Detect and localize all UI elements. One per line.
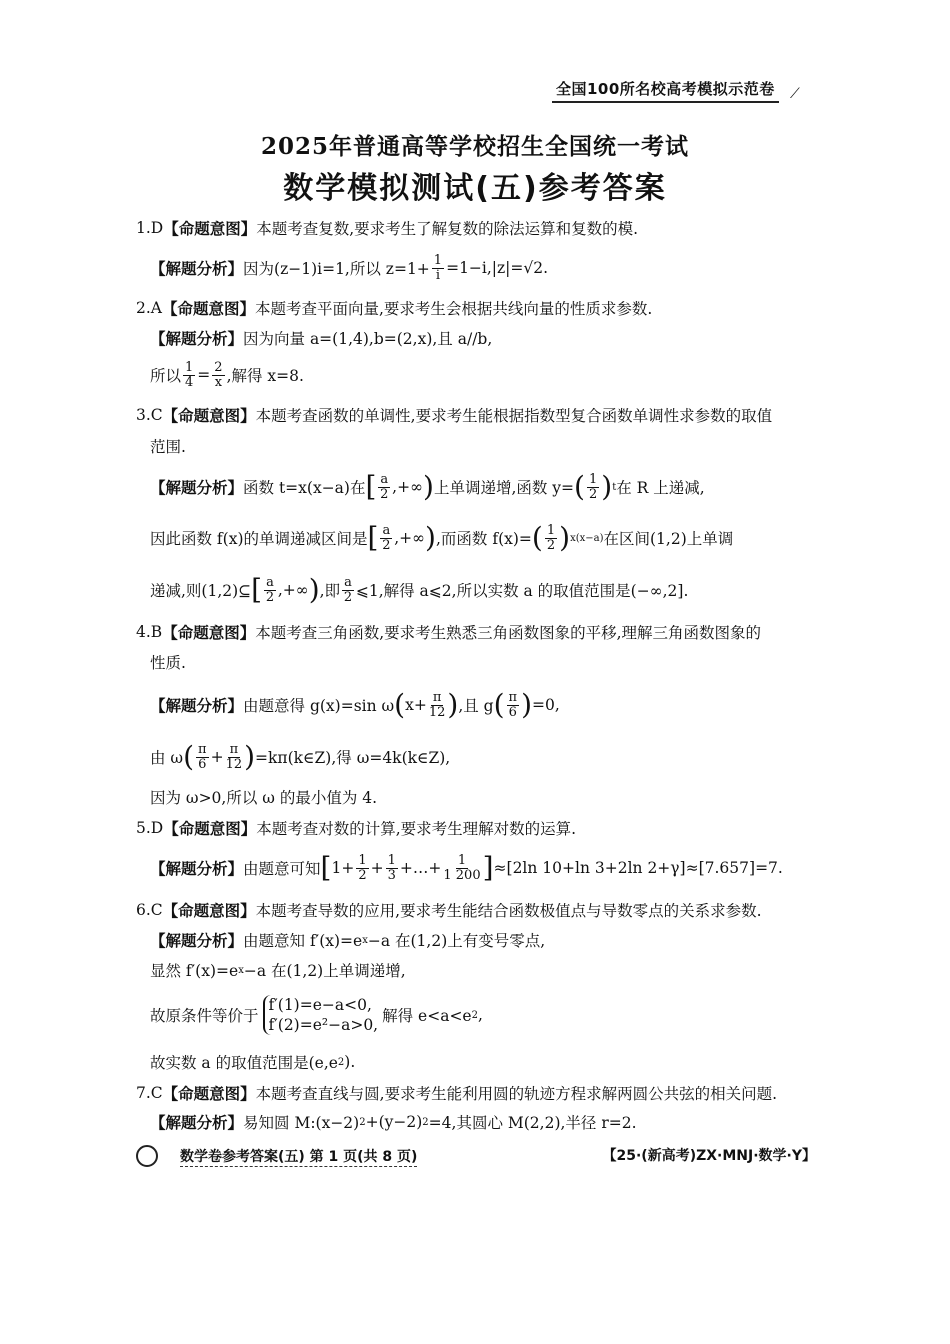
bracket: ( [394, 688, 406, 721]
text-segment: 6.C [136, 901, 163, 919]
denominator: i [435, 267, 441, 283]
fraction [386, 854, 398, 883]
text-segment: 本题考查函数的单调性,要求考生能根据指数型复合函数单调性求参数的取值 [255, 407, 773, 425]
numerator: 1 [358, 852, 367, 868]
text-segment: =kπ(k∈Z),得 ω=4k(k∈Z), [255, 749, 451, 767]
numerator: π [508, 689, 518, 705]
superscript: 2 [359, 1116, 366, 1128]
denominator: 2 [546, 537, 556, 553]
answer-line [150, 850, 783, 886]
text-segment: ,+∞ [277, 581, 309, 599]
answer-line [150, 687, 560, 723]
bracket: ) [308, 573, 320, 606]
section-label: 【解题分析】 [150, 479, 244, 497]
text-segment: −a 在(1,2)上单调递增, [243, 962, 406, 980]
superscript: x(x−a) [570, 532, 604, 544]
numerator: a [382, 522, 391, 538]
section-label: 【命题意图】 [162, 1085, 256, 1103]
superscript: 2 [337, 1056, 345, 1068]
text-segment: 由 ω [150, 749, 184, 767]
text-segment: 因此函数 f(x)的单调递减区间是 [150, 530, 368, 548]
text-segment: ,+∞ [392, 478, 423, 496]
numerator: a [380, 471, 389, 487]
fraction [183, 361, 195, 390]
text-segment: 4.B [136, 623, 163, 641]
answer-line [150, 1104, 637, 1140]
numerator: π [229, 741, 239, 757]
bracket: [ [320, 851, 332, 884]
numerator: π [432, 689, 442, 705]
text-segment: ,即 [319, 582, 341, 600]
text-segment: ). [344, 1053, 356, 1071]
superscript: t [612, 481, 617, 493]
denominator: 6 [198, 756, 207, 772]
text-segment: 在 R 上递减, [616, 479, 705, 497]
numerator: 1 [457, 852, 467, 868]
text-segment: 函数 t=x(x−a)在 [243, 479, 366, 497]
text-segment: 本题考查对数的计算,要求考生理解对数的运算. [256, 820, 577, 838]
answer-line [136, 810, 576, 846]
text-segment: 因为(z−1)i=1,所以 z=1+ [243, 260, 430, 278]
text-segment: 本题考查平面向量,要求考生会根据共线向量的性质求参数. [255, 300, 653, 318]
answer-line [150, 952, 406, 988]
section-label: 【命题意图】 [162, 407, 256, 425]
fraction [545, 524, 557, 553]
superscript: 2 [471, 1009, 478, 1021]
text-segment: 5.D [136, 819, 164, 837]
section-label: 【命题意图】 [163, 220, 257, 238]
section-label: 【命题意图】 [163, 820, 257, 838]
text-segment: 本题考查导数的应用,要求考生能结合函数极值点与导数零点的关系求参数. [255, 902, 762, 920]
section-label: 【解题分析】 [150, 330, 244, 348]
bracket: ) [559, 521, 571, 554]
denominator: 12 [428, 704, 446, 720]
text-segment: ⩽1,解得 a⩽2,所以实数 a 的取值范围是(−∞,2]. [355, 582, 689, 600]
text-segment: =4,其圆心 M(2,2),半径 r=2. [428, 1114, 637, 1132]
denominator: 2 [343, 589, 353, 605]
bracket: ) [244, 740, 256, 773]
answer-line [150, 320, 492, 356]
text-segment: 由题意得 g(x)=sin ω [243, 697, 395, 715]
bracket: ] [482, 851, 494, 884]
exam-title: 2025年普通高等学校招生全国统一考试 [260, 133, 689, 160]
text-segment: ,而函数 f(x)= [435, 530, 532, 548]
superscript: x [362, 934, 368, 946]
text-segment: 因为向量 a=(1,4),b=(2,x),且 a//b, [243, 330, 493, 348]
text-segment: 递减,则(1,2)⊆ [150, 582, 252, 600]
section-label: 【解题分析】 [150, 1114, 244, 1132]
text-segment: 在区间(1,2)上单调 [603, 530, 734, 548]
footer-page-info: 数学卷参考答案(五) 第 1 页(共 8 页) [180, 1146, 417, 1167]
section-label: 【解题分析】 [150, 932, 244, 950]
text-segment: ,+∞ [394, 529, 426, 547]
numerator: 1 [387, 852, 396, 868]
bracket: [ [365, 470, 377, 503]
answer-line [150, 520, 733, 556]
bracket: ( [183, 740, 195, 773]
text-segment: 1.D [136, 219, 164, 237]
bracket: ) [521, 688, 533, 721]
superscript: 2 [422, 1116, 429, 1128]
fraction [378, 473, 390, 502]
fraction [264, 576, 276, 605]
answer-key-title: 数学模拟测试(五)参考答案 [283, 171, 667, 206]
series-tag: 全国100所名校高考模拟示范卷 [552, 78, 779, 103]
answer-line [150, 357, 304, 393]
text-segment: , [477, 1006, 483, 1024]
numerator: 1 [588, 471, 598, 487]
text-segment: 性质. [150, 654, 186, 672]
text-segment: 解得 e<a<e [382, 1007, 472, 1025]
answer-line [150, 997, 483, 1033]
denominator: 2 [382, 537, 391, 553]
bracket: ) [425, 521, 436, 554]
fraction [587, 473, 599, 502]
fraction [443, 854, 480, 883]
fraction [507, 691, 520, 720]
text-segment: + [210, 748, 224, 766]
section-label: 【解题分析】 [150, 860, 244, 878]
numerator: 1 [185, 359, 194, 375]
text-segment: 由题意可知 [243, 860, 321, 878]
bracket: [ [367, 521, 379, 554]
text-segment: x+ [405, 696, 427, 714]
denominator: 3 [387, 867, 396, 883]
system-row: f′(2)=e²−a>0, [268, 1016, 379, 1034]
denominator: 2 [380, 486, 389, 502]
logo-icon [136, 1145, 158, 1167]
bracket: ( [493, 688, 505, 721]
text-segment: 1+ [331, 859, 355, 877]
bracket: ) [601, 470, 613, 503]
text-segment: 本题考查复数,要求考生了解复数的除法运算和复数的模. [256, 220, 639, 238]
text-segment: 3.C [136, 406, 163, 424]
numerator: 1 [433, 252, 443, 268]
decorative-mark-icon: ⟋ [790, 86, 800, 102]
text-segment: 2.A [136, 299, 162, 317]
text-segment: −a 在(1,2)上有变号零点, [367, 932, 546, 950]
fraction [342, 576, 354, 605]
bracket: ) [447, 688, 459, 721]
text-segment: 所以 [150, 367, 182, 385]
text-segment: 因为 ω>0,所以 ω 的最小值为 4. [150, 789, 378, 807]
fraction [429, 691, 446, 720]
section-label: 【命题意图】 [162, 624, 256, 642]
answer-line [136, 614, 761, 650]
denominator: 4 [185, 374, 194, 390]
fraction [212, 361, 224, 390]
fraction [196, 743, 209, 772]
superscript: x [238, 964, 244, 976]
equation-system [263, 995, 379, 1035]
denominator: 2 [588, 486, 598, 502]
denominator: 6 [508, 704, 517, 720]
numerator: 2 [214, 359, 223, 375]
section-label: 【命题意图】 [161, 300, 255, 318]
text-segment: 上单调递增,函数 y= [433, 479, 575, 497]
answer-line [150, 469, 705, 505]
text-segment: 易知圆 M:(x−2) [243, 1114, 360, 1132]
answer-line [136, 397, 772, 433]
text-segment: ≈[2ln 10+ln 3+2ln 2+γ]≈[7.657]=7. [493, 859, 783, 877]
numerator: 1 [546, 522, 556, 538]
text-segment: 本题考查三角函数,要求考生熟悉三角函数图象的平移,理解三角函数图象的 [255, 624, 762, 642]
text-segment: +…+ [399, 859, 442, 877]
denominator: 12 [225, 756, 243, 772]
denominator: 2 [358, 867, 367, 883]
text-segment: 范围. [150, 438, 186, 456]
section-label: 【解题分析】 [150, 260, 244, 278]
text-segment: 本题考查直线与圆,要求考生能利用圆的轨迹方程求解两圆公共弦的相关问题. [255, 1085, 778, 1103]
bracket: ( [574, 470, 585, 503]
bracket: [ [251, 573, 263, 606]
text-segment: ,且 g [458, 697, 494, 715]
bracket: ( [531, 521, 543, 554]
answer-line [150, 428, 186, 464]
denominator: x [214, 374, 223, 390]
answer-line [150, 572, 688, 608]
fraction [432, 254, 444, 283]
text-segment: =1−i,|z|=√2. [446, 259, 549, 277]
numerator: a [344, 574, 352, 590]
numerator: a [266, 574, 274, 590]
text-segment: ,解得 x=8. [226, 367, 304, 385]
numerator: π [198, 741, 207, 757]
text-segment: = [197, 366, 211, 384]
denominator: 1 200 [443, 867, 481, 883]
section-label: 【解题分析】 [150, 697, 244, 715]
fraction [226, 743, 243, 772]
answer-line [150, 739, 450, 775]
answer-line [150, 250, 548, 286]
text-segment: 故原条件等价于 [150, 1007, 259, 1025]
system-row: f′(1)=e−a<0, [268, 996, 372, 1014]
fraction [356, 854, 368, 883]
section-label: 【命题意图】 [162, 902, 256, 920]
text-segment: + [370, 859, 384, 877]
fraction [380, 524, 392, 553]
text-segment: +(y−2) [365, 1113, 423, 1131]
text-segment: 由题意知 f′(x)=e [243, 932, 363, 950]
bracket: ) [423, 470, 434, 503]
denominator: 2 [265, 589, 275, 605]
answer-line [150, 644, 186, 680]
answer-line [136, 210, 638, 246]
text-segment: 故实数 a 的取值范围是(e,e [150, 1054, 338, 1072]
text-segment: 显然 f′(x)=e [150, 962, 239, 980]
text-segment: 7.C [136, 1084, 163, 1102]
text-segment: =0, [532, 696, 560, 714]
footer-code: 【25·(新高考)ZX·MNJ·数学·Y】 [602, 1148, 816, 1164]
